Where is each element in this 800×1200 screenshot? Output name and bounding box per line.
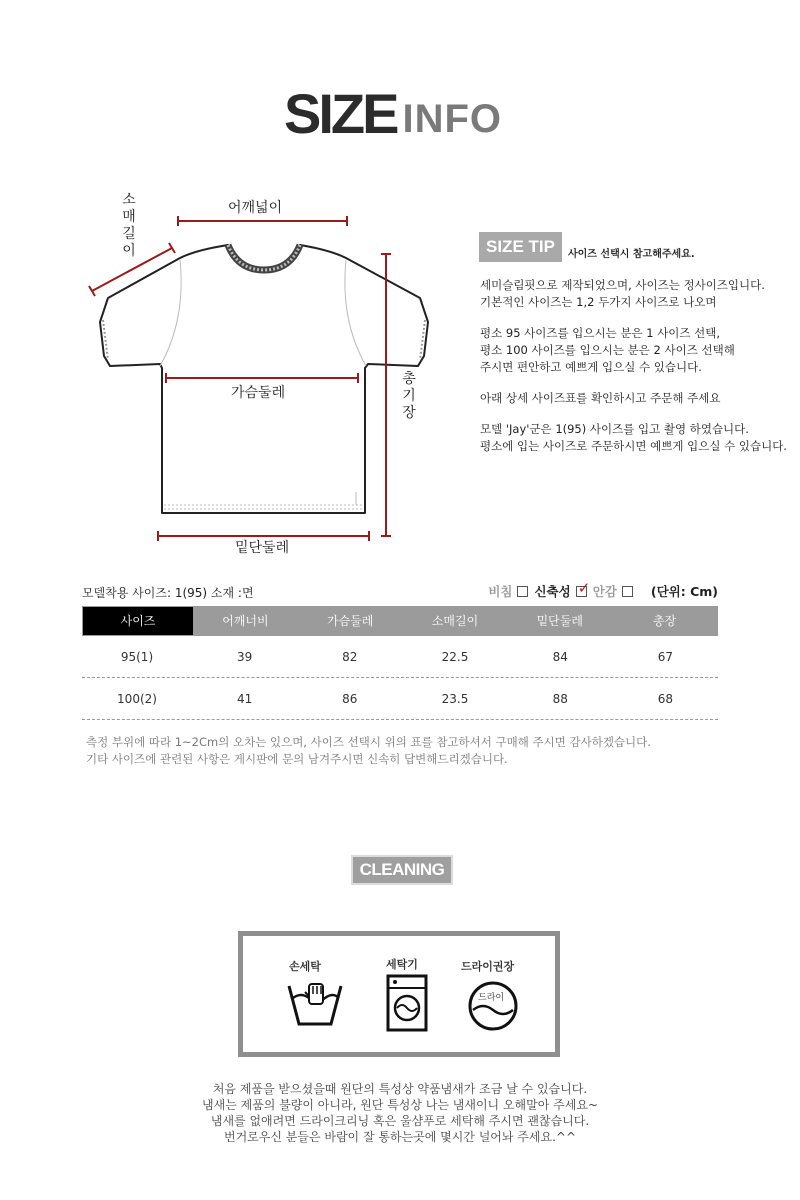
tip-line: 세미슬림핏으로 제작되었으며, 사이즈는 정사이즈입니다. [480, 278, 765, 292]
size-tip-body [480, 277, 798, 455]
tip-line: 주시면 편안하고 예쁘게 입으실 수 있습니다. [480, 360, 702, 374]
washing-machine-icon [386, 974, 428, 1034]
checkbox-icon [622, 586, 633, 597]
dry-clean-icon [467, 980, 519, 1032]
table-cell: 82 [342, 649, 358, 664]
column-header: 밑단둘레 [536, 614, 583, 628]
column-header: 가슴둘레 [327, 614, 374, 628]
checked-checkbox-icon [576, 578, 591, 597]
check-icon: ✓ [577, 578, 591, 597]
table-cell: 88 [552, 691, 568, 706]
table-cell: 67 [657, 649, 674, 664]
cleaning-badge: CLEANING [351, 855, 453, 885]
column-header: 어깨너비 [222, 614, 269, 628]
care-label-washing-machine: 세탁기 [386, 958, 418, 971]
tip-line: 아래 상세 사이즈표를 확인하시고 주문해 주세요 [480, 391, 721, 405]
tip-line: 평소 100 사이즈를 입으시는 분은 2 사이즈 선택해 [480, 343, 735, 357]
length-label: 총기장 [402, 371, 416, 421]
tip-line: 모델 'Jay'군은 1(95) 사이즈를 입고 촬영 하였습니다. [480, 422, 749, 436]
table-cell: 41 [236, 691, 253, 706]
size-table [82, 606, 718, 720]
title-info: INFO [402, 97, 503, 141]
fabric-option-stretch: 신축성 ✓ [534, 578, 591, 599]
size-note: 측정 부위에 따라 1~2Cm의 오차는 있으며, 사이즈 선택시 위의 표를 참고하셔서 구매해 주시면 감사하겠습니다. 기타 사이즈에 관련된 사항은 게시판에 문의 남겨주시면 신속히 답변해드리겠습니다. [86, 735, 651, 766]
page-title [284, 82, 503, 145]
tshirt-outline-icon [0, 180, 460, 570]
fabric-option-lining: 안감 [593, 582, 633, 600]
table-cell: 22.5 [441, 649, 469, 664]
care-label-hand-wash: 손세탁 [289, 960, 321, 973]
table-cell: 68 [657, 691, 674, 706]
tip-line: 평소 95 사이즈를 입으시는 분은 1 사이즈 선택, [480, 326, 721, 340]
cleaning-notes: 처음 제품을 받으셨을때 원단의 특성상 약품냄새가 조금 날 수 있습니다. 냄새는 제품의 불량이 아니라, 원단 특성상 나는 냄새이니 오해말아 주세요~ 냄새를 없애려면 드라이크리닝 혹은 울샴푸로 세탁해 주시면 괜찮습니다. 번거로우신 분들은 바람이 잘 통하는곳에 몇시간 널어놔 주세요.^^ [202, 1082, 598, 1144]
table-cell: 84 [552, 649, 568, 664]
care-instructions-box [238, 931, 560, 1057]
dry-clean-icon-text: 드라이 [478, 993, 505, 1003]
hand-wash-icon [283, 980, 347, 1032]
shoulder-label: 어깨넓이 [228, 200, 283, 216]
hem-label: 밑단둘레 [235, 540, 290, 556]
table-cell: 39 [236, 649, 253, 664]
sleeve-label: 소매길이 [122, 192, 136, 259]
fabric-properties [488, 578, 718, 600]
table-row [82, 636, 718, 678]
chest-label: 가슴둘레 [231, 385, 286, 401]
model-size-info: 모델착용 사이즈: 1(95) 소재 :면 [82, 586, 254, 600]
tip-line: 평소에 입는 사이즈로 주문하시면 예쁘게 입으실 수 있습니다. [480, 439, 787, 453]
table-cell: 100(2) [117, 691, 157, 706]
size-tip-badge: SIZE TIP [479, 232, 562, 262]
table-row [82, 678, 718, 720]
column-header: 총장 [652, 614, 677, 628]
tshirt-size-diagram [0, 180, 460, 570]
unit-label: (단위: Cm) [650, 584, 718, 599]
size-tip-subtitle: 사이즈 선택시 참고해주세요. [567, 249, 695, 260]
title-size: SIZE [284, 82, 397, 145]
table-cell: 86 [342, 691, 358, 706]
table-header [82, 606, 718, 636]
tip-line: 기본적인 사이즈는 1,2 두가지 사이즈로 나오며 [480, 295, 717, 309]
table-cell: 95(1) [120, 649, 154, 664]
column-header: 소매길이 [431, 614, 479, 628]
size-tip-header [479, 232, 695, 262]
care-label-dry-clean: 드라이권장 [461, 960, 515, 973]
fabric-option-sheer: 비침 [488, 582, 528, 600]
table-cell: 23.5 [441, 691, 469, 706]
checkbox-icon [517, 586, 528, 597]
column-header: 사이즈 [83, 607, 193, 635]
